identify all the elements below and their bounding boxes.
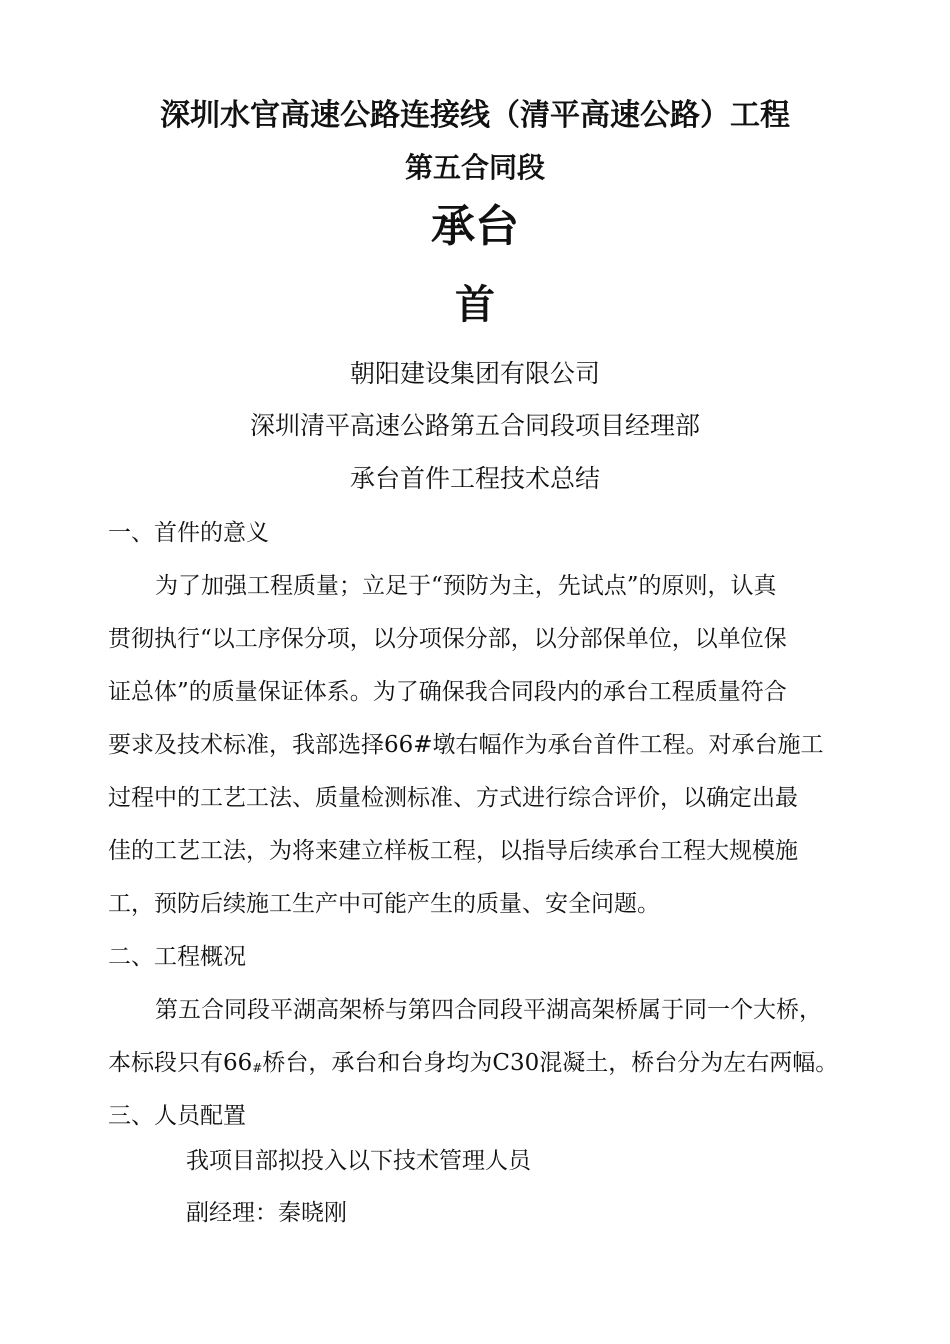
project-title: 深圳水官高速公路连接线（清平高速公路）工程	[160, 98, 790, 133]
section-1-line: 证总体”的质量保证体系。为了确保我合同段内的承台工程质量符合	[108, 679, 787, 705]
section-2-line: 第五合同段平湖高架桥与第四合同段平湖高架桥属于同一个大桥，	[155, 997, 822, 1023]
section-1-heading: 一、首件的意义	[108, 520, 269, 546]
section-1-line: 佳的工艺工法，为将来建立样板工程，以指导后续承台工程大规模施	[108, 838, 798, 864]
section-1-line: 贯彻执行“以工序保分项，以分项保分部，以分部保单位，以单位保	[108, 626, 787, 652]
section-1-line: 要求及技术标准，我部选择66#墩右幅作为承台首件工程。对承台施工	[108, 732, 824, 758]
section-3-line: 我项目部拟投入以下技术管理人员	[186, 1148, 531, 1174]
big-title-2: 首	[455, 282, 495, 328]
document-title: 承台首件工程技术总结	[349, 464, 600, 493]
department-name: 深圳清平高速公路第五合同段项目经理部	[249, 411, 700, 440]
section-2-subscript: #	[252, 1061, 263, 1075]
company-name: 朝阳建设集团有限公司	[349, 359, 600, 388]
big-title-1: 承台	[431, 201, 519, 252]
section-3-line: 副经理：秦晓刚	[186, 1200, 347, 1226]
section-1-line: 为了加强工程质量；立足于“预防为主，先试点”的原则，认真	[155, 573, 777, 599]
section-2-text-b: 桥台，承台和台身均为C30混凝土，桥台分为左右两幅。	[262, 1050, 839, 1076]
section-2-text-a: 本标段只有66	[108, 1050, 253, 1076]
section-3-heading: 三、人员配置	[108, 1103, 246, 1129]
section-1-line: 工，预防后续施工生产中可能产生的质量、安全问题。	[108, 891, 660, 917]
section-2-line	[108, 1044, 838, 1077]
section-2-heading: 二、工程概况	[108, 944, 246, 970]
section-1-line: 过程中的工艺工法、质量检测标准、方式进行综合评价，以确定出最	[108, 785, 798, 811]
contract-section-title: 第五合同段	[404, 151, 545, 184]
